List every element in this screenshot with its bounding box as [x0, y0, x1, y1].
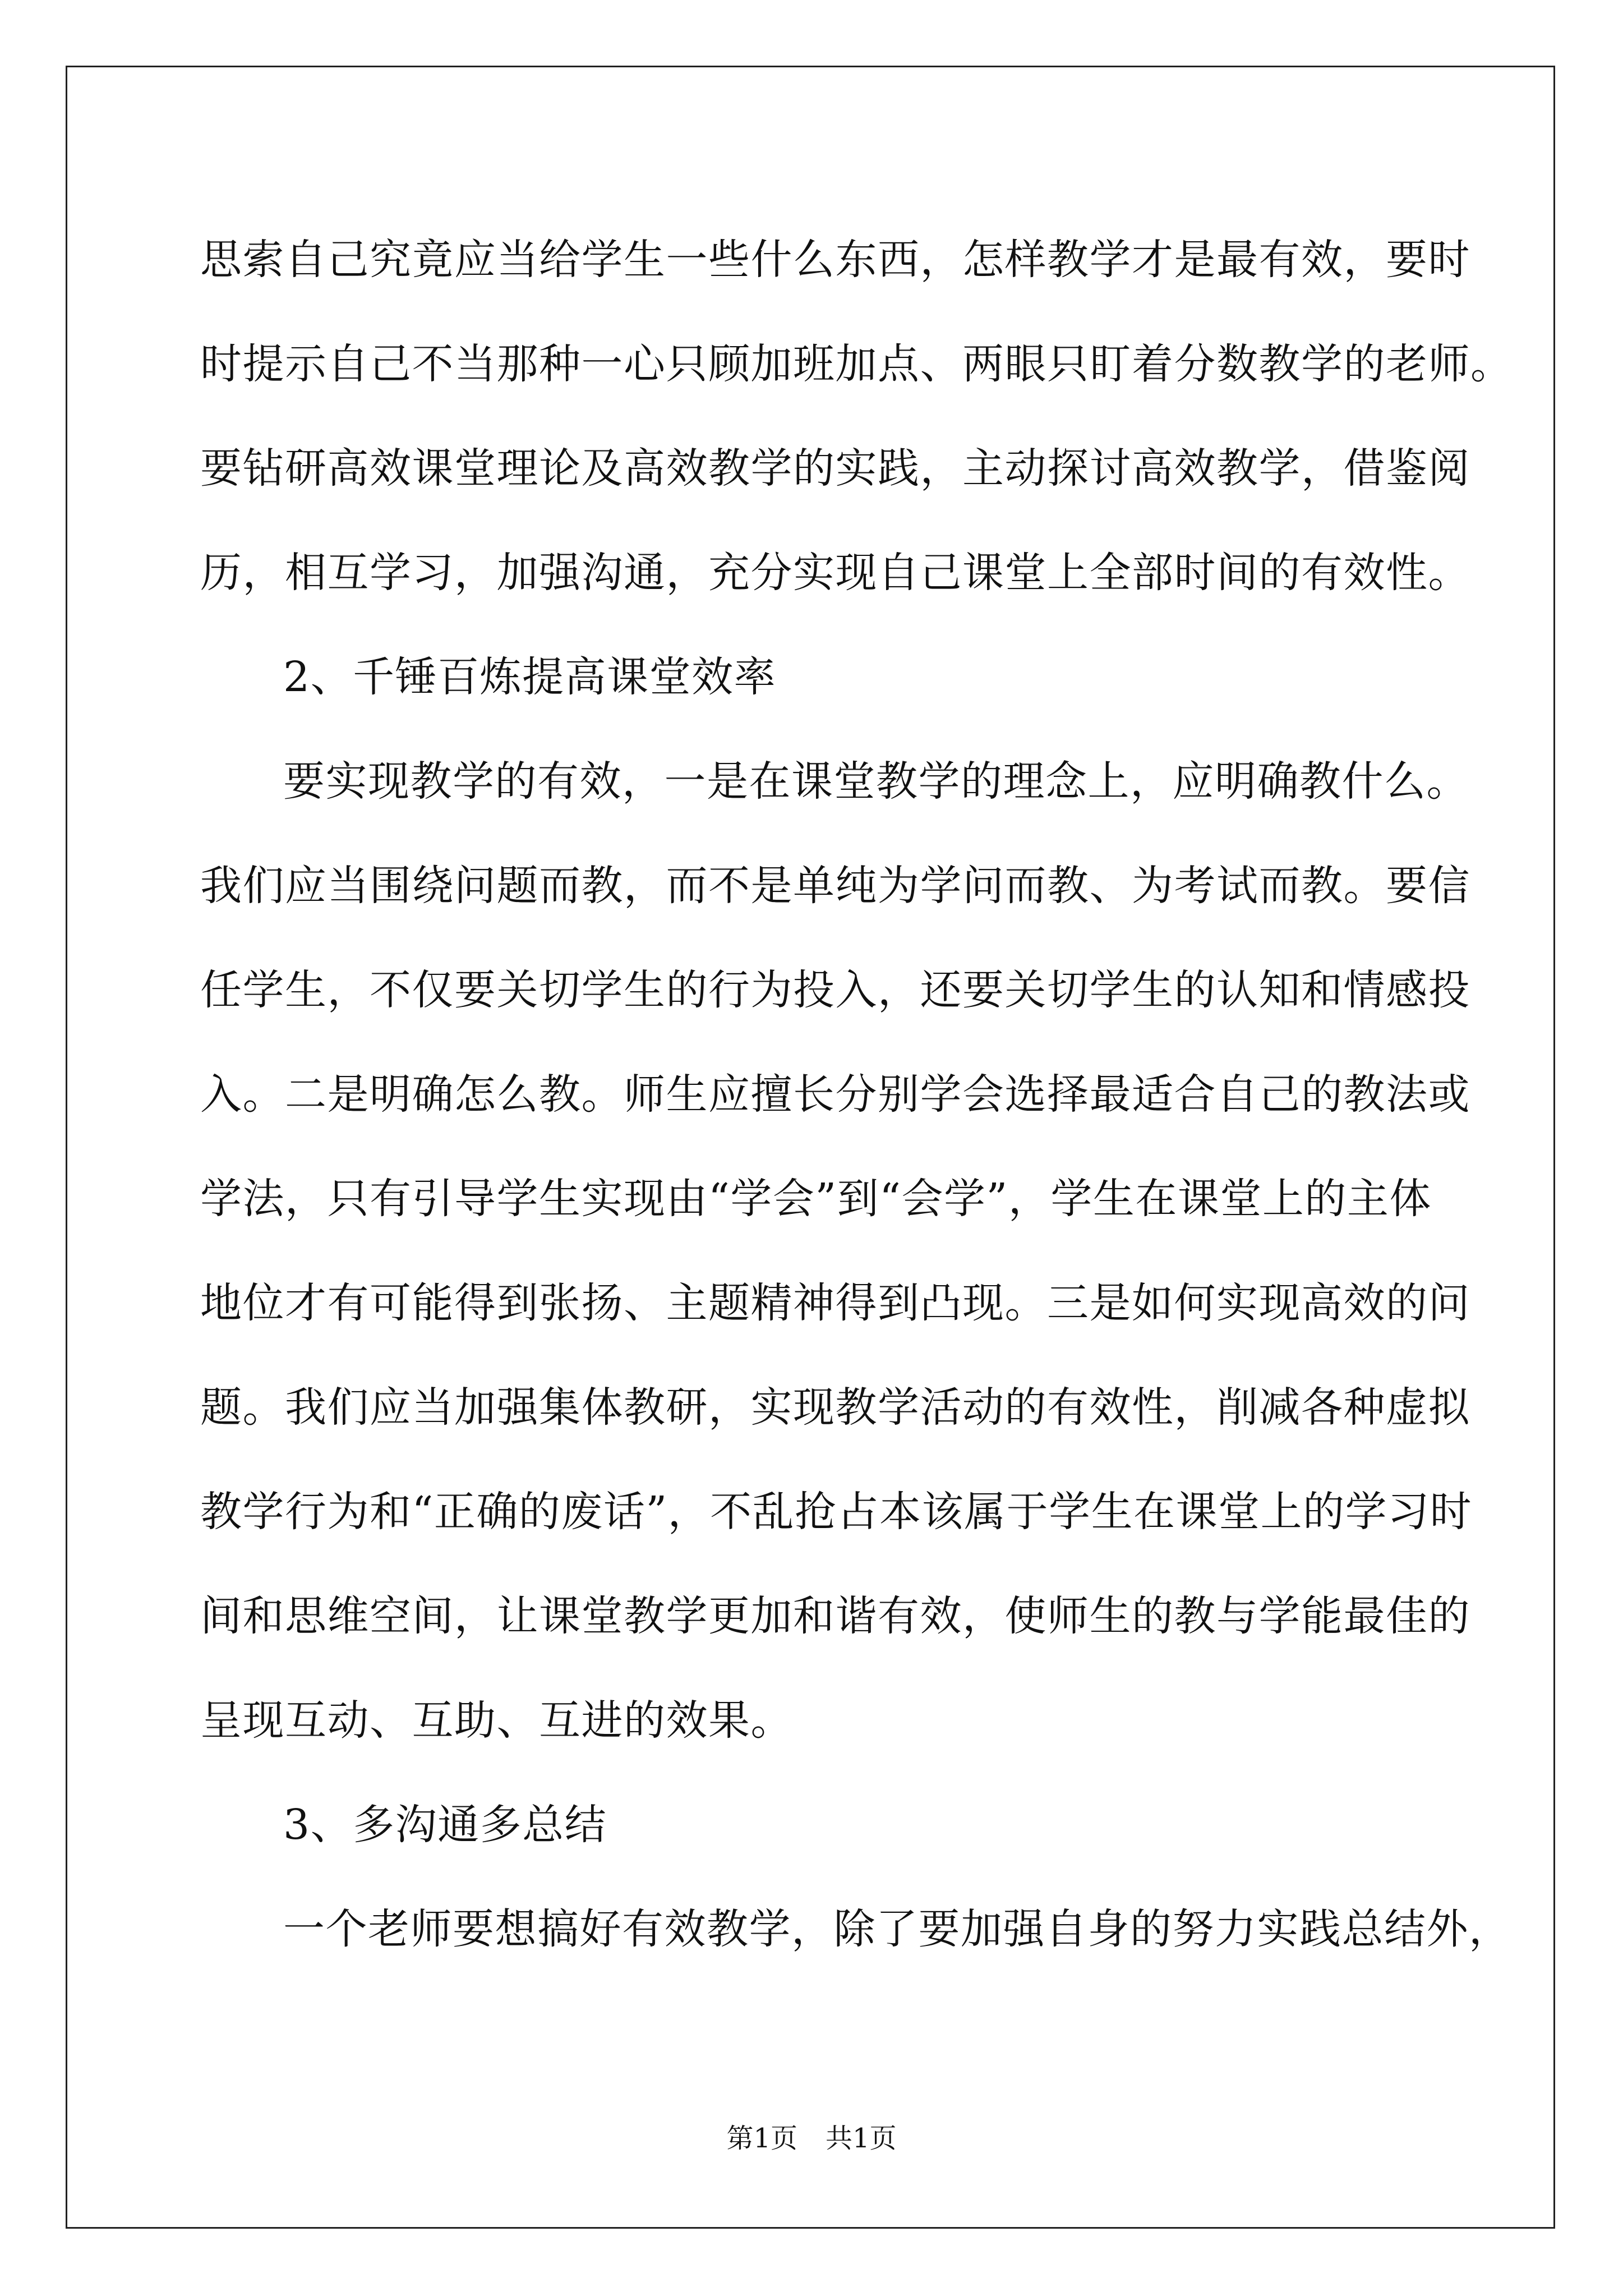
- document-body: [200, 208, 1513, 1981]
- text-line: 教学行为和“正确的废话”，不乱抢占本该属于学生在课堂上的学习时: [200, 1488, 1473, 1536]
- text-line: 要实现教学的有效，一是在课堂教学的理念上，应明确教什么。: [283, 757, 1469, 806]
- text-line: 3、多沟通多总结: [283, 1801, 607, 1849]
- text-line: 时提示自己不当那种一心只顾加班加点、两眼只盯着分数教学的老师。: [200, 340, 1513, 388]
- page-number-current: 第1页: [726, 2123, 797, 2154]
- text-line: 间和思维空间，让课堂教学更加和谐有效，使师生的教与学能最佳的: [200, 1592, 1470, 1640]
- text-line: 学法，只有引导学生实现由“学会”到“会学”，学生在课堂上的主体: [200, 1175, 1432, 1223]
- text-line: 我们应当围绕问题而教，而不是单纯为学问而教、为考试而教。要信: [200, 862, 1470, 910]
- page-footer: [0, 2122, 1623, 2155]
- text-line: 地位才有可能得到张扬、主题精神得到凸现。三是如何实现高效的问: [200, 1279, 1470, 1327]
- text-line: 一个老师要想搞好有效教学，除了要加强自身的努力实践总结外，: [283, 1905, 1511, 1953]
- text-line: 题。我们应当加强集体教研，实现教学活动的有效性，削减各种虚拟: [200, 1383, 1470, 1432]
- text-line: 任学生，不仅要关切学生的行为投入，还要关切学生的认知和情感投: [200, 966, 1470, 1014]
- text-line: 历，相互学习，加强沟通，充分实现自己课堂上全部时间的有效性。: [200, 549, 1470, 597]
- page-number-total: 共1页: [826, 2123, 897, 2154]
- text-line: 思索自己究竟应当给学生一些什么东西，怎样教学才是最有效，要时: [200, 236, 1470, 284]
- text-line: 2、千锤百炼提高课堂效率: [283, 653, 777, 701]
- text-line: 要钻研高效课堂理论及高效教学的实践，主动探讨高效教学，借鉴阅: [200, 444, 1470, 493]
- text-line: 呈现互动、互助、互进的效果。: [200, 1696, 793, 1745]
- text-line: 入。二是明确怎么教。师生应擅长分别学会选择最适合自己的教法或: [200, 1070, 1470, 1119]
